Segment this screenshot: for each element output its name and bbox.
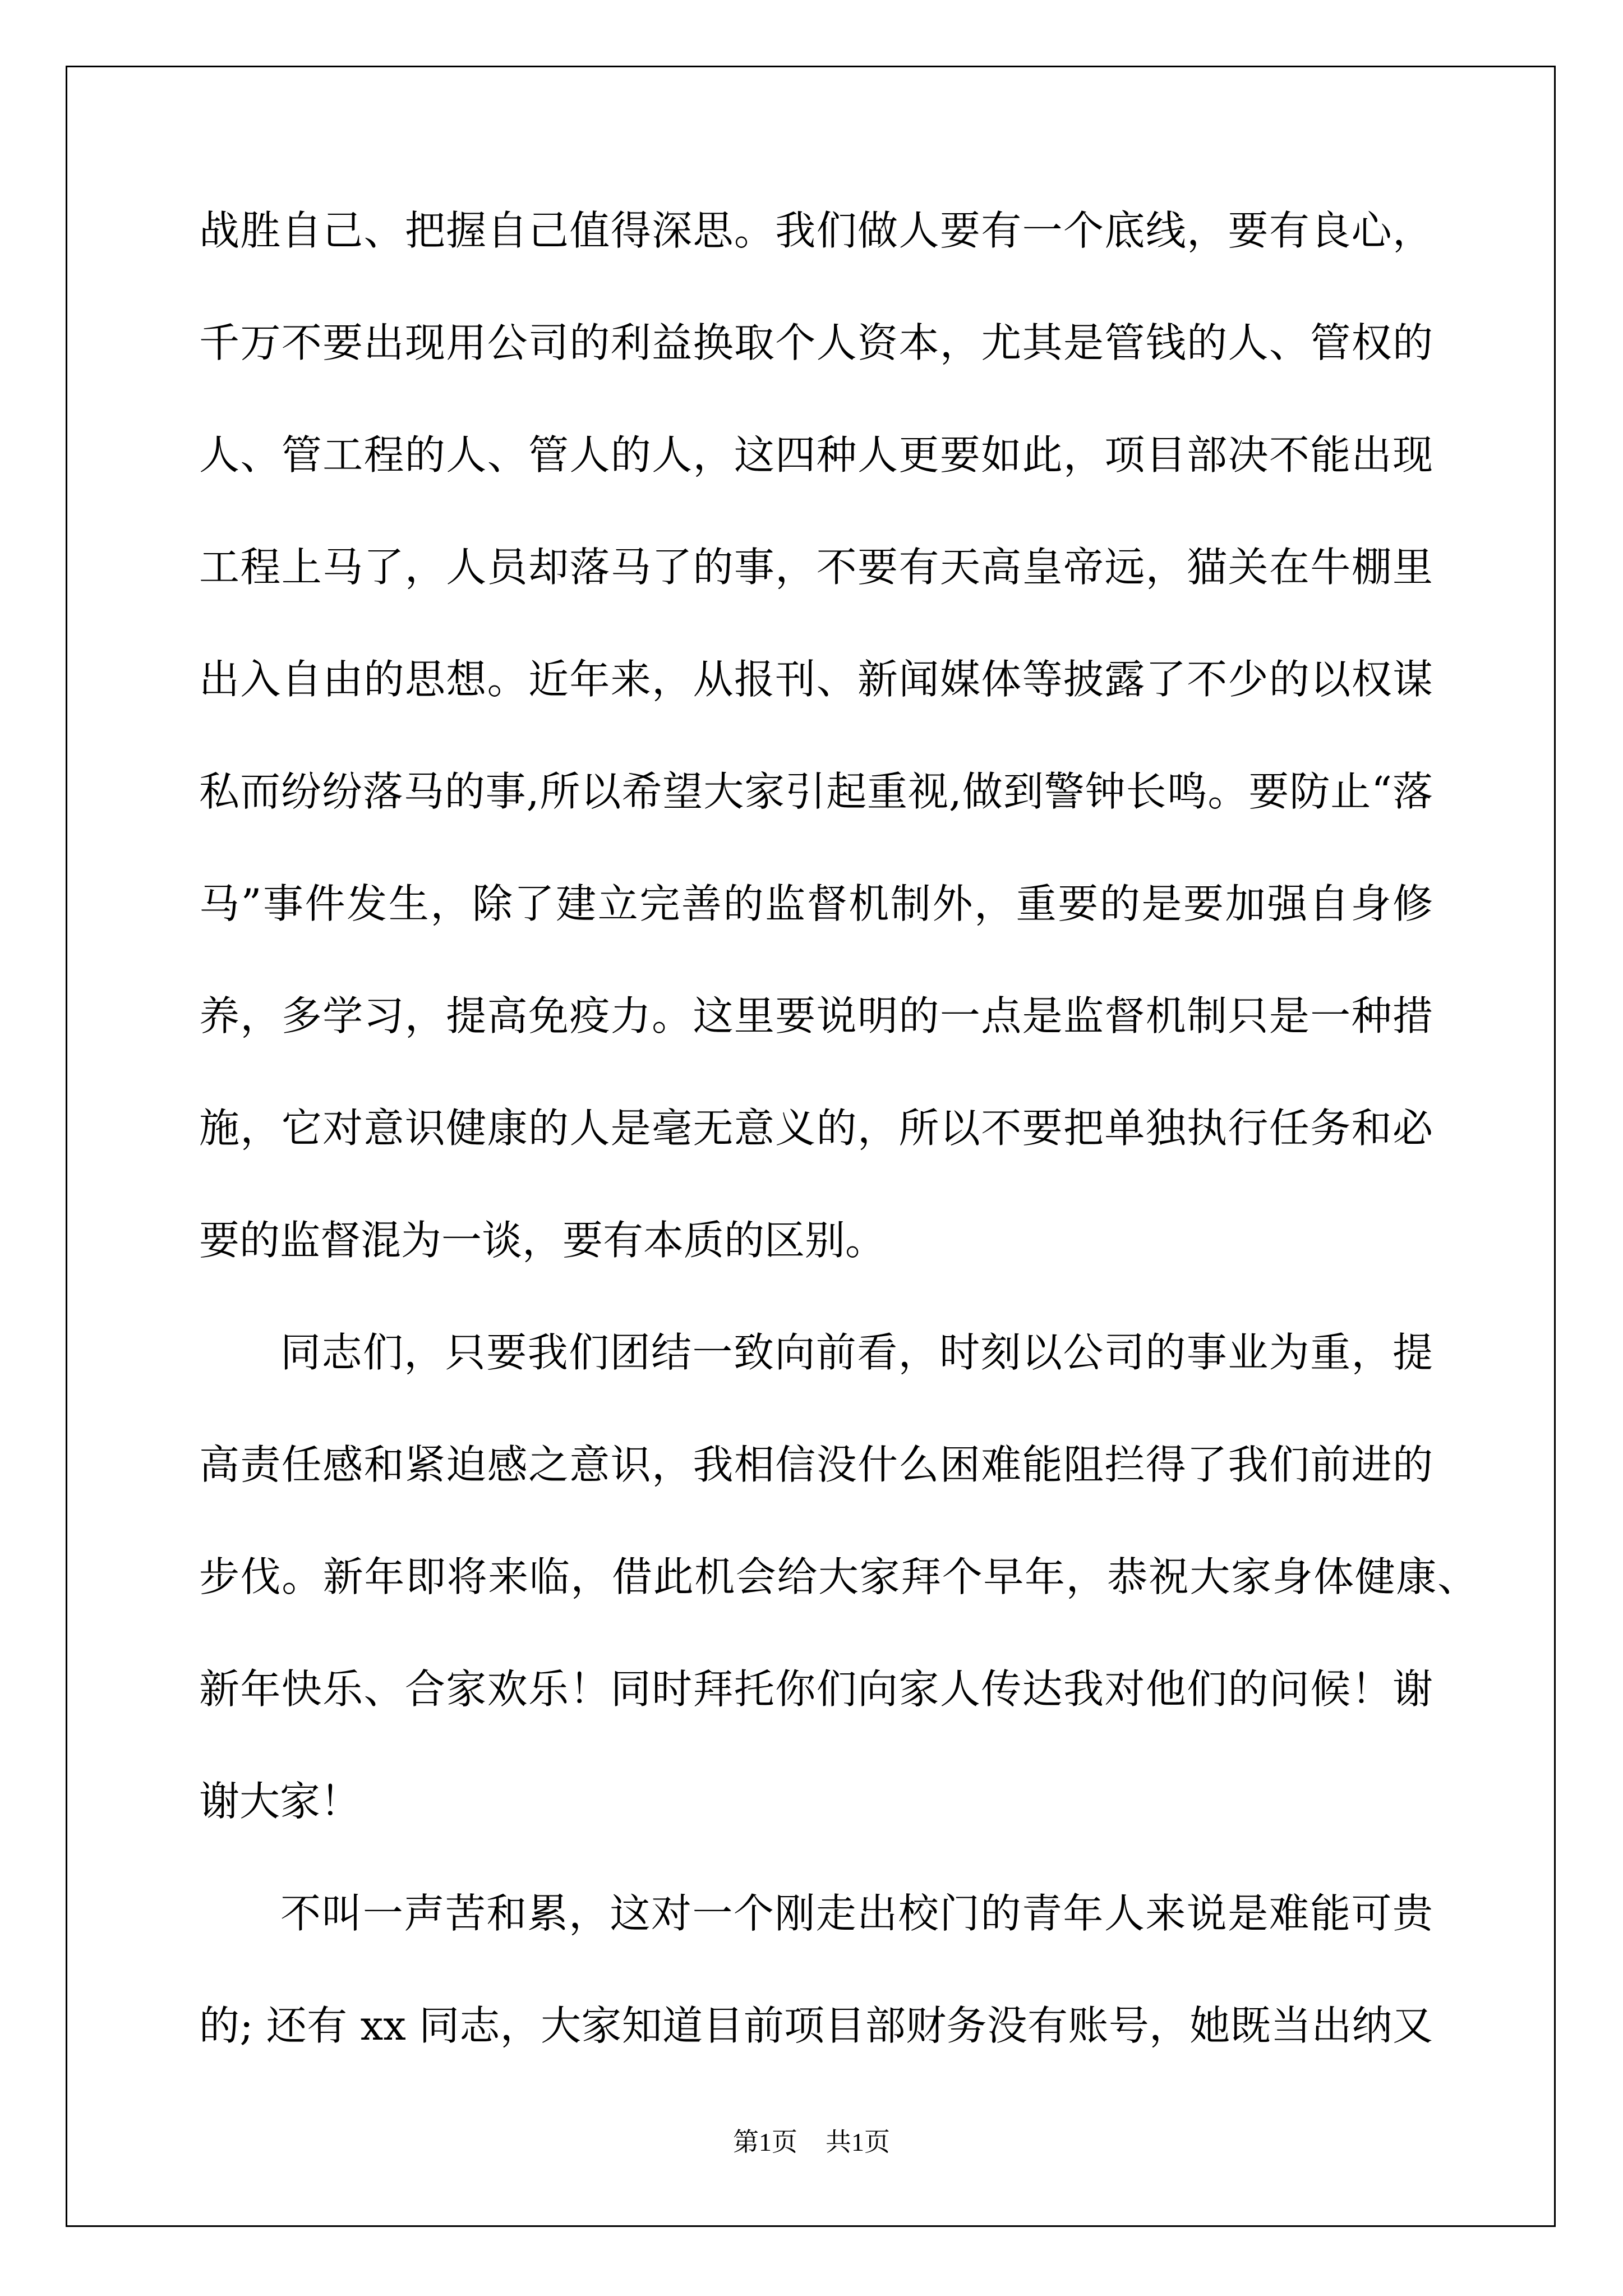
page-footer xyxy=(0,2122,1623,2159)
text-line: 要的监督混为一谈，要有本质的区别。 xyxy=(199,1217,886,1264)
text-line: 出入自由的思想。近年来，从报刊、新闻媒体等披露了不少的以权谋 xyxy=(199,656,1433,703)
text-line: 高责任感和紧迫感之意识，我相信没什么困难能阻拦得了我们前进的 xyxy=(199,1441,1433,1488)
text-line: 私而纷纷落马的事,所以希望大家引起重视,做到警钟长鸣。要防止“落 xyxy=(199,768,1433,815)
text-line: 人、管工程的人、管人的人，这四种人更要如此，项目部决不能出现 xyxy=(199,431,1433,478)
paragraph-first-line: 同志们，只要我们团结一致向前看，时刻以公司的事业为重，提 xyxy=(280,1329,1433,1376)
text-line: 工程上马了，人员却落马了的事，不要有天高皇帝远，猫关在牛棚里 xyxy=(199,544,1433,591)
text-line: 的; 还有 xx 同志，大家知道目前项目部财务没有账号，她既当出纳又 xyxy=(199,2002,1433,2049)
page-total: 共1页 xyxy=(826,2128,890,2156)
text-line: 谢大家！ xyxy=(199,1778,361,1825)
paragraph-first-line: 不叫一声苦和累，这对一个刚走出校门的青年人来说是难能可贵 xyxy=(280,1890,1433,1937)
text-line: 养，多学习，提高免疫力。这里要说明的一点是监督机制只是一种措 xyxy=(199,992,1433,1039)
text-line: 新年快乐、合家欢乐！同时拜托你们向家人传达我对他们的问候！谢 xyxy=(199,1665,1433,1713)
page-number: 第1页 xyxy=(733,2128,797,2156)
text-line: 马”事件发生，除了建立完善的监督机制外，重要的是要加强自身修 xyxy=(199,880,1433,927)
text-line: 施，它对意识健康的人是毫无意义的，所以不要把单独执行任务和必 xyxy=(199,1105,1433,1152)
text-line: 千万不要出现用公司的利益换取个人资本，尤其是管钱的人、管权的 xyxy=(199,319,1433,366)
text-line: 战胜自己、把握自己值得深思。我们做人要有一个底线，要有良心， xyxy=(199,207,1433,254)
text-line: 步伐。新年即将来临，借此机会给大家拜个早年，恭祝大家身体健康、 xyxy=(199,1553,1478,1600)
